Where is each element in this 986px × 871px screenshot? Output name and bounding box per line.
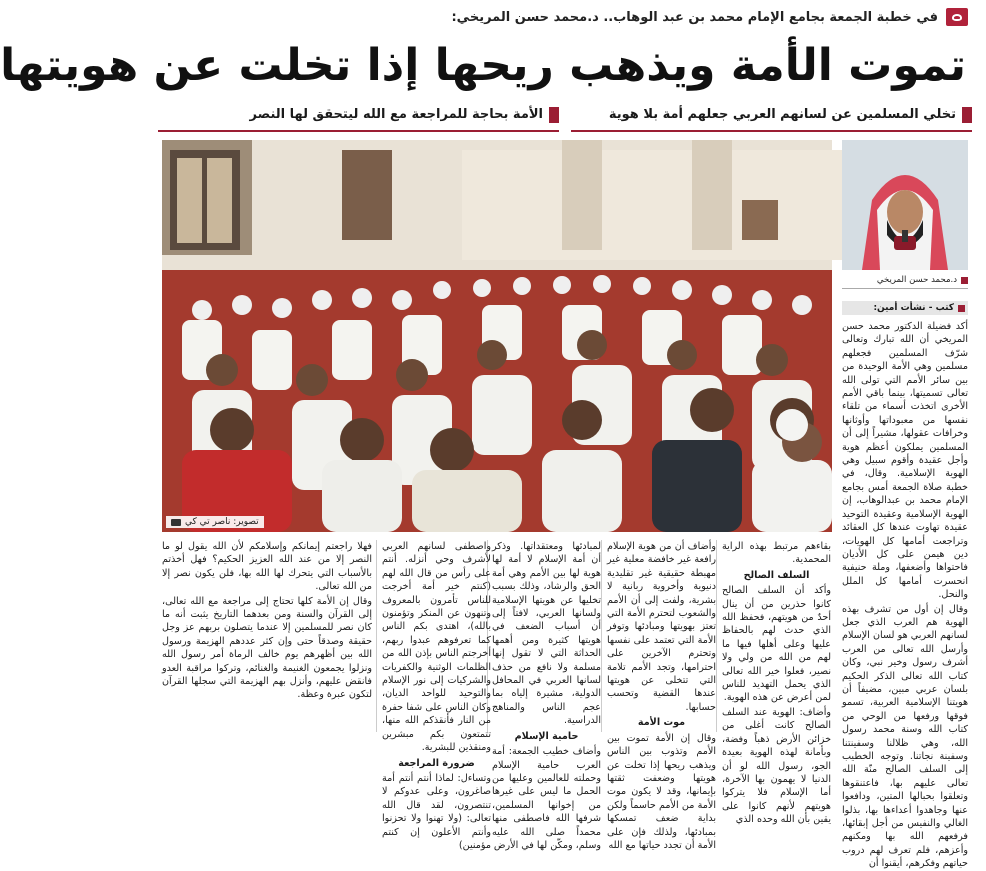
subhead-1 bbox=[571, 102, 972, 132]
subhead-marker bbox=[549, 107, 559, 123]
column-divider bbox=[376, 540, 377, 732]
paragraph: وقال إن الأمة تموت بين الأمم وتذوب بين الناس ويذهب ريحها إذا تخلت عن هويتها وضعفت ثقتها بإيمانها، وقد لا يكون موت الأمة من الأمم حاسماً ولكن بداية ضعف تمسكها بمبادئها، ولذلك فإن على الأمة أن تجدد حياتها مع الله bbox=[607, 732, 716, 851]
column-divider bbox=[601, 540, 602, 732]
author-caption bbox=[842, 275, 968, 289]
author-caption-text: د.محمد حسن المريخي bbox=[876, 275, 957, 285]
subheads bbox=[158, 102, 972, 132]
paragraph: أكد فضيلة الدكتور محمد حسن المريخي أن الله تبارك وتعالى شرّف المسلمين فجعلهم مسلمين وهي الأمة الوحيدة من بين سائر الأمم التي تولى الله تعالى تسميتها، بينما باقي الأمم الأخرى اتخذت أسماء من تلقاء نفسها من معبوداتها وأوثانها وخرافات عقولها، مشيراً إلى أن المسلمين يملكون أعظم هوية وأجل عقيدة وأقوم سبيل وهي الهوية الإسلامية. وقال، في خطبة صلاة الجمعة أمس بجامع الإمام محمد بن عبدالوهاب، إن الهوية الإسلامية وعقيدة التوحيد عقيدة تهاوت عندها كل العقائد وتراجعت أمامها كل الهويات، دين هيمن على كل الأديان فاحتواها وأضعفها، وملة حنيفية انحسرت أمامها كل الملل والنحل. bbox=[842, 321, 968, 601]
paragraph: وتساءل: لماذا أنتم أنتم أمة صاغرون، وعلى عدوكم لا تنتصرون، لقد قال الله تعالى: (ولا تهنوا ولا تحزنوا وأنتم الأعلون إن كنتم مؤمنين) bbox=[382, 772, 491, 851]
section-heading: موت الأمة bbox=[637, 717, 686, 729]
section-heading: ضرورة المراجعة bbox=[398, 757, 475, 769]
author-illustration bbox=[842, 140, 968, 270]
subhead-marker bbox=[962, 107, 972, 123]
photo-credit bbox=[166, 516, 264, 528]
paragraph: وقال إن أول من تشرف بهذه الهوية هم العرب الذي جعل لسانهم العربي هو لسان الإسلام وأرسل الله تعالى من العرب أشرف رسول وخير نبي، وكان كتاب الله تعالى الذكر الحكيم بلسان عربي مبين، مضيفاً أن هويتنا الإسلامية العربية، تسمو فوقها ورفعها من الوحي من كتاب الله وسنة محمد رسول الله، وهي ظلالنا وسفينتنا وسفينة نجاتنا. وتوجه الخطيب إلى السلف الصالح منّة الله تعالى عليهم بها، فاعتنقوها وتعلقوا بحبالها المتين، ودافعوا عنها وجاهدوا أعداءها بها، بذلوا الغالي والنفيس من أجل إبقائها، فرفعهم الله بها ومكنهم وأعزهم، فلم تعرف لهم دروب حياتهم وفكرهم، أيقنوا أن bbox=[842, 603, 968, 870]
paragraph: وأضاف خطيب الجمعة: أمة العرب حامية الإسلام وحملته للعالمين وعليها من الحمل ما ليس على غيرها من إخوانها المسلمين، شرفها الله فاصطفى منها محمداً صلى الله عليه وسلم، ومكّن لها في الأرض bbox=[492, 746, 601, 851]
article-column-1 bbox=[722, 540, 831, 826]
paragraph: وأضاف: الهوية عند السلف الصالح كانت أغلى من خزائن الأرض ذهباً وفضة، وبأمانة لهذه الهوية بعيدة الجو، رسول الله لو أن الدنيا لا يهمون بها الآخرة، أما الإسلام فلا يتركوا هويتهم لأنهم كانوا على يقين بأن الله وحده الذي bbox=[722, 706, 831, 826]
headline: تموت الأمة ويذهب ريحها إذا تخلت عن هويتها bbox=[0, 40, 966, 91]
camera-icon bbox=[171, 519, 181, 526]
paragraph: وقال إن الأمة كلها تحتاج إلى مراجعة مع الله تعالى، إلى القرآن والسنة ومن بعدهما التاريخ يثبت أنه ما كان نصر للمسلمين إلا عندما يتصلون بربهم عز وجل حقيقة وصدقاً حتى وإن كثر عددهم الهزيمة ورسول الله بين أظهرهم يوم خالف الرماة أمر رسول الله ونزلوا يجمعون الغنيمة والغنائم، وتركوا مراقبة العدو فانقض عليهم، وأنزل بهم الهزيمة التي سجلها القرآن لتكون عبرة وعظة. bbox=[162, 595, 372, 701]
subhead-text: تخلي المسلمين عن لسانهم العربي جعلهم أمة بلا هوية bbox=[608, 107, 956, 122]
section-heading: حامية الإسلام bbox=[514, 730, 579, 742]
photo-credit-text: تصوير: ناصر تي كي bbox=[185, 517, 259, 527]
section-heading: السلف الصالح bbox=[743, 569, 810, 581]
mosque-illustration bbox=[162, 140, 832, 532]
paragraph: وأضاف أن من هوية الإسلام رافعة غير خافضة معلية غير مهبطة حقيقية غير تقليدية دنيوية وأخروية ربانية لا بشرية، ولفت إلى أن الأمم والشعوب لتحترم الأمة التي تعتز بهويتها ومبادئها وتوفر الأمة التي تعتمد على نفسها وتحترم الآخرين على احترامها، وتجد الأمم تلامة التي تتخلى عن هويتها عندها القضية وتحسب حسابها. bbox=[607, 541, 716, 713]
paragraph: وأكد أن السلف الصالح كانوا حذرين من أن ينال أحدٌ من هويتهم، فحفظ الله الذي حدث لهم بالحفاظ عليها وعلى أهلها فيها ما لهم من الله من ولي ولا نصير، فعلوا خير الله تعالى الذي يحمل التهديد للناس لمن أعرض عن هذه الهوية. bbox=[722, 585, 831, 704]
paragraph: بقاءهم مرتبط بهذه الراية المحمدية. bbox=[722, 541, 831, 566]
article-column-5 bbox=[162, 540, 372, 732]
caption-marker bbox=[961, 277, 968, 284]
subhead-text: الأمة بحاجة للمراجعة مع الله ليتحقق لها النصر bbox=[249, 107, 543, 122]
mic-icon bbox=[946, 8, 968, 26]
paragraph: فهلا راجعتم إيمانكم وإسلامكم لأن الله يقول لو ما النصر إلا من عند الله العزيز الحكيم؟ فهل أخذتم بالأسباب التي يتحرك لها الله بها، فلن يكون نصر إلا من الله تعالى. bbox=[162, 541, 372, 593]
desk-marker bbox=[958, 305, 965, 312]
kicker-text: في خطبة الجمعة بجامع الإمام محمد بن عبد الوهاب.. د.محمد حسن المريخي: bbox=[451, 9, 938, 25]
author-portrait bbox=[842, 140, 968, 270]
desk-label-text: كتب - نشأت أمين: bbox=[873, 303, 954, 313]
article-column-4 bbox=[382, 540, 491, 851]
article-column-2 bbox=[607, 540, 716, 851]
article-column-right bbox=[842, 320, 968, 870]
kicker bbox=[272, 6, 968, 28]
desk-label bbox=[842, 301, 968, 315]
article-column-3 bbox=[492, 540, 601, 851]
subhead-2 bbox=[158, 102, 559, 132]
mosque-photo bbox=[162, 140, 832, 532]
column-divider bbox=[716, 540, 717, 732]
paragraph: واصطفى لسانهم العربي لأشرف وحي أنزله. أنتم على رأس من قال الله لهم (كنتم خير أمة أخرجت للناس تأمرون بالمعروف وتنهون عن المنكر وتؤمنون بالله)، اهتدى بكم الناس كما تعرفوهم عبدوا ربهم، أخرجتم الناس بإذن الله من الظلمات الوثنية والكفريات والشركيات إلى نور الإسلام والتوحيد للواحد الديان، وكان الناس على شفا حفرة من النار فأنقذكم الله منها، تتمتعون بكم مبشرين ومنقذين للبشرية. bbox=[382, 541, 491, 754]
paragraph: لمبادئها ومعتقداتها. وذكر أن أمة الإسلام لا أمة لها هوية لها بين الأمم وهي أمة الحق والرشاد، وذلك بسبب تخليها عن هويتها الإسلامية ولسانها العربي، لافتاً إلى أن أسباب الضعف في هويتها كثيرة ومن أهمها الحداثة التي لا تقول إنها مسلمة ولا نافع من حذف لسانها العربي في المحافل الدولية، مشيرة إلياه بما عجم الناس والمناهج الدراسية. bbox=[492, 541, 601, 727]
